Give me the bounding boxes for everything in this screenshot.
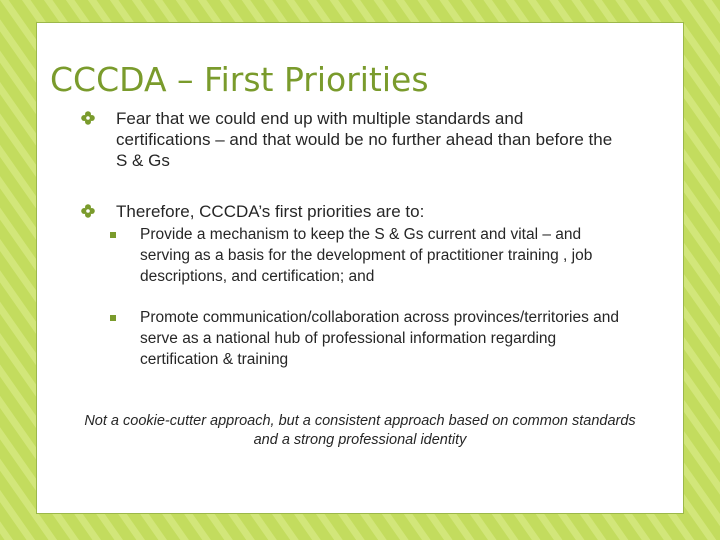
sub-bullet-text: Provide a mechanism to keep the S & Gs current and vital – and serving as a basis for the development of practitioner training , job descriptions, and certification; and [140, 226, 593, 285]
closing-note: Not a cookie-cutter approach, but a consistent approach based on common standards and a strong professional identity [84, 413, 636, 448]
flower-bullet-icon [81, 111, 95, 125]
square-bullet-icon [110, 232, 116, 238]
sub-bullet-text: Promote communication/collaboration across provinces/territories and serve as a national hub of professional information regarding certification & training [140, 309, 619, 368]
sub-bullet-item [103, 307, 623, 370]
slide-title: CCCDA – First Priorities [50, 60, 429, 99]
square-bullet-icon [110, 315, 116, 321]
bullet-text: Fear that we could end up with multiple standards and certifications – and that would be no further ahead than before the S & Gs [116, 109, 613, 170]
sub-bullet-item [103, 224, 623, 287]
bullet-text: Therefore, CCCDA’s first priorities are to: [116, 202, 425, 221]
flower-bullet-icon [81, 204, 95, 218]
bullet-item [81, 108, 621, 171]
bullet-item [81, 201, 621, 222]
